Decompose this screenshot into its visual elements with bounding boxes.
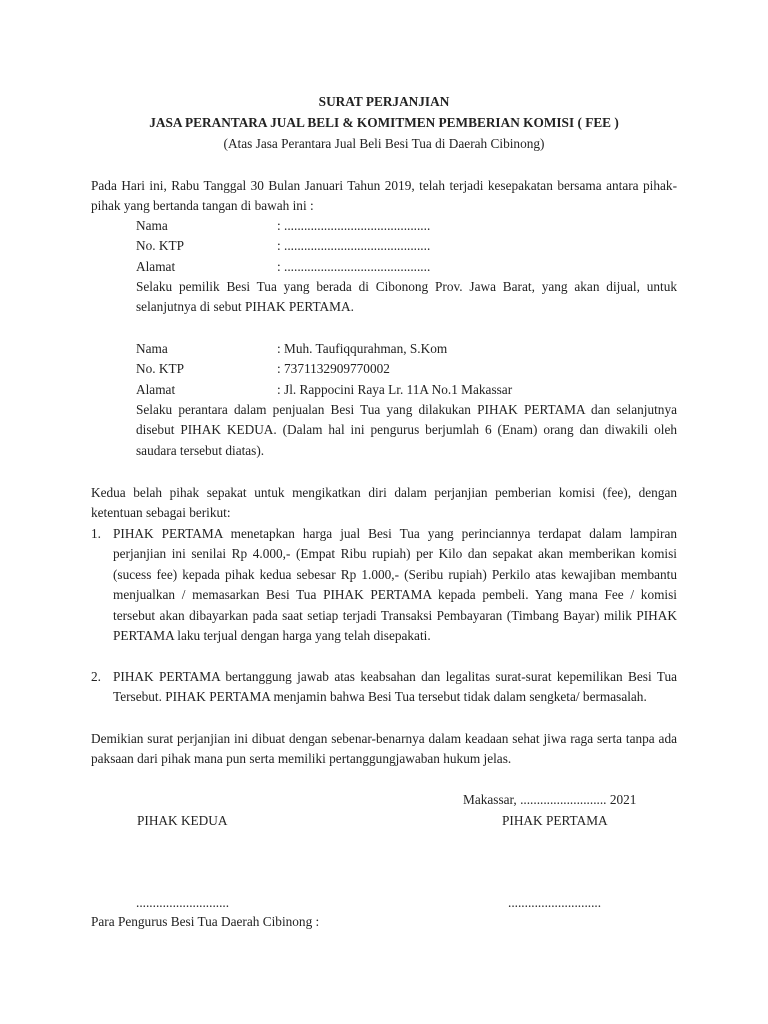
field-label: No. KTP (136, 361, 185, 376)
agreement-intro: Kedua belah pihak sepakat untuk mengikatkan diri dalam perjanjian pemberian komisi (fee), dengan ketentuan sebagai berikut: (91, 485, 677, 521)
field-label: Nama (136, 218, 168, 233)
intro-paragraph: Pada Hari ini, Rabu Tanggal 30 Bulan Januari Tahun 2019, telah terjadi kesepakatan bersama antara pihak-pihak yang bertanda tangan di bawah ini : (91, 178, 677, 214)
document-note: (Atas Jasa Perantara Jual Beli Besi Tua di Daerah Cibinong) (223, 136, 545, 151)
place-date: Makassar, .......................... 2021 (463, 792, 637, 807)
term-number: 1. (91, 526, 101, 541)
field-value: : ............................................ (277, 238, 431, 253)
field-value: : Jl. Rappocini Raya Lr. 11A No.1 Makassar (277, 382, 513, 397)
party1-ktp-row (136, 236, 677, 256)
party1-name-row (136, 216, 677, 236)
party2-name-row (136, 339, 677, 359)
party2-ktp-row (136, 359, 677, 379)
left-signatory-label: PIHAK KEDUA (137, 813, 228, 828)
party1-description: Selaku pemilik Besi Tua yang berada di Cibonong Prov. Jawa Barat, yang akan dijual, untuk selanjutnya di sebut PIHAK PERTAMA. (136, 279, 677, 315)
document-subtitle: JASA PERANTARA JUAL BELI & KOMITMEN PEMBERIAN KOMISI ( FEE ) (149, 115, 619, 130)
field-label: Alamat (136, 259, 176, 274)
right-signature-line: ............................ (508, 895, 602, 910)
party2-address-row (136, 380, 677, 400)
term-number: 2. (91, 669, 101, 684)
right-signatory-label: PIHAK PERTAMA (502, 813, 608, 828)
footer-text: Para Pengurus Besi Tua Daerah Cibinong : (91, 914, 320, 929)
field-value: : ............................................ (277, 218, 431, 233)
party2-description: Selaku perantara dalam penjualan Besi Tua yang dilakukan PIHAK PERTAMA dan selanjutnya disebut PIHAK KEDUA. (Dalam hal ini pengurus berjumlah 6 (Enam) orang dan diwakili oleh saudara tersebut diatas). (136, 402, 677, 458)
term-text: PIHAK PERTAMA menetapkan harga jual Besi Tua yang perinciannya terdapat dalam lampiran perjanjian ini senilai Rp 4.000,- (Empat Ribu rupiah) per Kilo dan sepakat akan memberikan komisi (sucess fee) kepada pihak kedua sebesar Rp 1.000,- (Seribu rupiah) Perkilo atas kewajiban membantu menjualkan / memasarkan Besi Tua PIHAK PERTAMA kepada pembeli. Yang mana Fee / komisi tersebut akan dibayarkan pada saat setiap terjadi Transaksi Pembayaran (Timbang Bayar) milik PIHAK PERTAMA laku terjual dengan harga yang telah disepakati. (113, 526, 677, 644)
left-signature-line: ............................ (136, 895, 230, 910)
field-value: : 7371132909770002 (277, 361, 390, 376)
field-value: : Muh. Taufiqqurahman, S.Kom (277, 341, 448, 356)
document-title: SURAT PERJANJIAN (318, 94, 450, 109)
field-value: : ............................................ (277, 259, 431, 274)
field-label: Nama (136, 341, 168, 356)
party1-address-row (136, 257, 677, 277)
field-label: No. KTP (136, 238, 185, 253)
field-label: Alamat (136, 382, 176, 397)
closing-paragraph: Demikian surat perjanjian ini dibuat dengan sebenar-benarnya dalam keadaan sehat jiwa raga serta tanpa ada paksaan dari pihak mana pun serta memiliki pertanggungjawaban hukum jelas. (91, 731, 677, 767)
term-text: PIHAK PERTAMA bertanggung jawab atas keabsahan dan legalitas surat-surat kepemilikan Besi Tua Tersebut. PIHAK PERTAMA menjamin bahwa Besi Tua tersebut tidak dalam sengketa/ bermasalah. (113, 669, 677, 705)
